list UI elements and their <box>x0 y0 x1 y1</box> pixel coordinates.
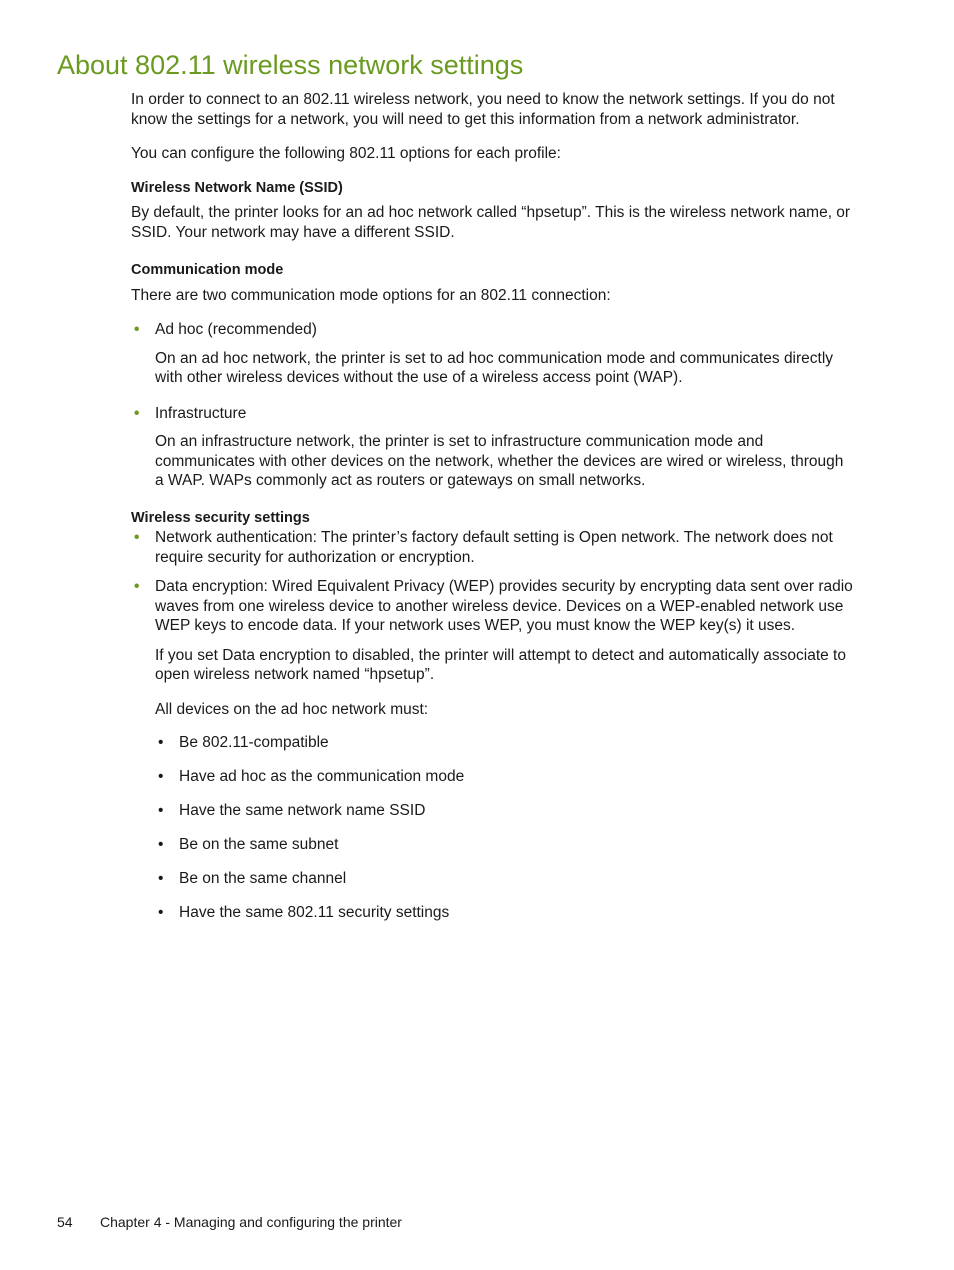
list-item <box>155 767 856 787</box>
list-item <box>131 528 856 567</box>
comm-mode-list <box>131 320 856 491</box>
list-item <box>131 320 856 388</box>
ssid-section <box>131 179 856 243</box>
requirement-text: Be on the same channel <box>179 870 347 887</box>
list-item <box>155 869 856 889</box>
list-item <box>131 404 856 491</box>
chapter-title: Chapter 4 - Managing and configuring the printer <box>100 1214 402 1230</box>
bullet-icon: • <box>158 734 164 751</box>
bullet-icon: • <box>134 404 140 422</box>
comm-mode-intro: There are two communication mode options for an 802.11 connection: <box>131 286 611 304</box>
comm-mode-item-label: Infrastructure <box>155 404 247 422</box>
intro-paragraph: In order to connect to an 802.11 wireless network, you need to know the network settings. If you do not know the settings for a network, you will need to get this information from a network administrator. <box>131 91 835 128</box>
requirement-text: Be 802.11-compatible <box>179 734 329 751</box>
security-item-note: If you set Data encryption to disabled, the printer will attempt to detect and automatically associate to open wireless network named “hpsetup”. <box>155 646 846 683</box>
list-item <box>155 835 856 855</box>
comm-mode-item-desc: On an infrastructure network, the printer is set to infrastructure communication mode and communicates with other devices on the network, whether the devices are wired or wireless, through a WAP. WAPs commonly act as routers or gateways on small networks. <box>155 433 844 489</box>
security-section <box>131 509 856 923</box>
page-title: About 802.11 wireless network settings <box>57 50 524 80</box>
page-number: 54 <box>57 1214 73 1230</box>
options-intro: You can configure the following 802.11 options for each profile: <box>131 145 561 162</box>
security-item-text: Network authentication: The printer’s factory default setting is Open network. The network does not require security for authorization or encryption. <box>155 529 833 566</box>
page-content <box>131 90 856 923</box>
list-item <box>131 577 856 923</box>
requirements-intro: All devices on the ad hoc network must: <box>155 700 429 718</box>
bullet-icon: • <box>158 870 164 887</box>
bullet-icon: • <box>158 836 164 853</box>
security-heading: Wireless security settings <box>131 509 310 526</box>
bullet-icon: • <box>134 529 140 546</box>
list-item <box>155 801 856 821</box>
bullet-icon: • <box>158 904 164 921</box>
list-item <box>155 733 856 753</box>
comm-mode-section <box>131 261 856 491</box>
bullet-icon: • <box>134 578 140 595</box>
requirement-text: Have ad hoc as the communication mode <box>179 768 465 785</box>
comm-mode-item-desc: On an ad hoc network, the printer is set to ad hoc communication mode and communicates directly with other wireless devices without the use of a wireless access point (WAP). <box>155 349 834 386</box>
security-item-text: Data encryption: Wired Equivalent Privacy (WEP) provides security by encrypting data sent over radio waves from one wireless device to another wireless device. Devices on a WEP-enabled network use WEP keys to encode data. If your network uses WEP, you must know the WEP key(s) it uses. <box>155 578 853 634</box>
requirement-text: Be on the same subnet <box>179 836 339 853</box>
comm-mode-heading: Communication mode <box>131 262 284 278</box>
ssid-heading: Wireless Network Name (SSID) <box>131 179 343 196</box>
list-item <box>155 903 856 923</box>
comm-mode-item-label: Ad hoc (recommended) <box>155 321 317 338</box>
requirement-text: Have the same network name SSID <box>179 802 426 819</box>
ssid-body: By default, the printer looks for an ad hoc network called “hpsetup”. This is the wireless network name, or SSID. Your network may have a different SSID. <box>131 204 851 241</box>
bullet-icon: • <box>158 802 164 819</box>
page-footer <box>57 1213 402 1231</box>
bullet-icon: • <box>134 321 140 338</box>
requirements-list <box>155 733 856 923</box>
security-list <box>131 528 856 923</box>
bullet-icon: • <box>158 768 164 785</box>
requirement-text: Have the same 802.11 security settings <box>179 904 450 921</box>
